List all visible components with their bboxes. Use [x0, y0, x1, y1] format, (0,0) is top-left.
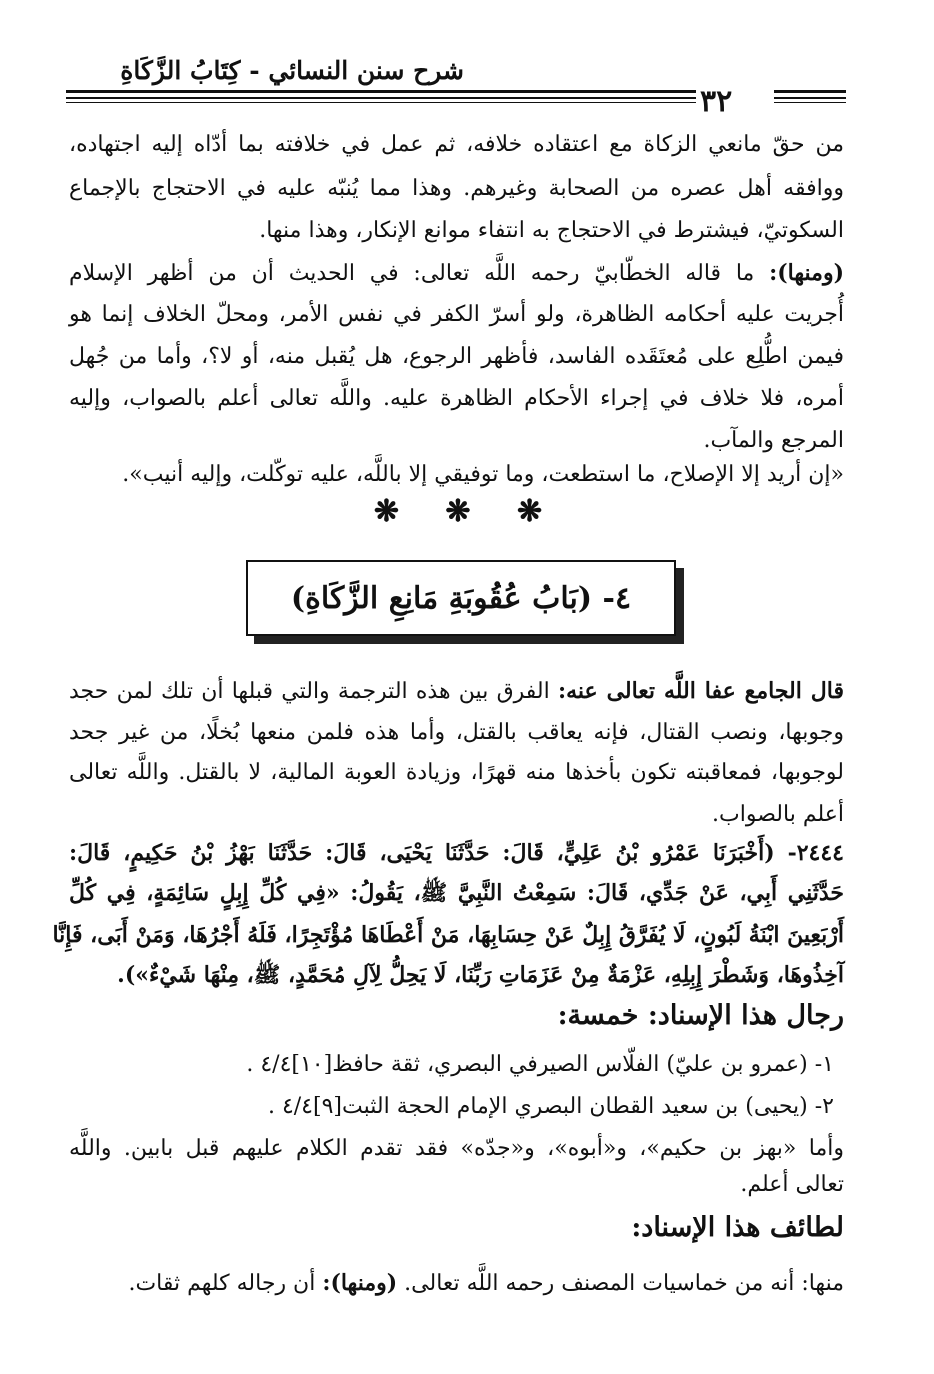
header-rule — [774, 97, 846, 99]
text-line: تعالى أعلم. — [740, 1172, 844, 1197]
text-line: أُجريت عليه أحكامه الظاهرة، ولو أسرّ الكفر في نفس الأمر، ومحلّ الخلاف إنما هو — [69, 302, 844, 327]
text-span: أن رجاله كلهم ثقات. — [128, 1271, 316, 1296]
section-divider-stars: ❋ ❋ ❋ — [373, 494, 561, 529]
text-span: الفرق بين هذه الترجمة والتي قبلها أن تلك لمن حجد — [69, 679, 550, 704]
page-number: ٣٢ — [700, 84, 733, 119]
text-line — [69, 256, 844, 291]
text-line: السكوتيّ، فيشترط في الاحتجاج به انتفاء موانع الإنكار، وهذا منها. — [259, 218, 844, 243]
paragraph-lead: (ومنها): — [769, 260, 844, 286]
quote-line: «إن أريد إلا الإصلاح، ما استطعت، وما توفيقي إلا باللَّه، عليه توكّلت، وإليه أنيب». — [122, 462, 844, 487]
hadith-line: آخِذُوهَا، وَشَطْرَ إِبِلِهِ، عَزْمَةٌ مِنْ عَزَمَاتِ رَبِّنَا، لَا يَحِلُّ لِآلِ مُحَمَّدٍ، ﷺ، مِنْهَا شَيْءٌ»). — [117, 962, 844, 988]
hadith-line: أَرْبَعِينَ ابْنَةُ لَبُونٍ، لَا يُفَرَّقُ إِبِلٌ عَنْ حِسَابِهَا، مَنْ أَعْطَاهَا مُؤْتَجِرًا، فَلَهُ أَجْرُهَا، وَمَنْ أَبَى، فَإِنَّا — [52, 922, 844, 948]
text-line: من حقّ مانعي الزكاة مع اعتقاده خلافه، ثم عمل في خلافته بما أدّاه إليه اجتهاده، — [69, 132, 844, 157]
header-rule — [66, 102, 696, 103]
chapter-title: ٤- (بَابُ عُقُوبَةِ مَانِعِ الزَّكَاةِ) — [290, 580, 632, 616]
running-title: شرح سنن النسائي - كِتَابُ الزَّكَاةِ — [120, 56, 464, 85]
paragraph-lead: قال الجامع عفا اللَّه تعالى عنه: — [557, 678, 844, 704]
narrator-entry: ٢- (يحيى) بن سعيد القطان البصري الإمام الحجة الثبت[٩]٤/٤ . — [267, 1094, 834, 1119]
header-rule — [774, 90, 846, 93]
text-span: ما قاله الخطّابيّ رحمه اللَّه تعالى: في الحديث أن من أظهر الإسلام — [69, 261, 755, 286]
text-line: وأما «بهز بن حكيم»، و«أبوه»، و«جدّه» فقد تقدم الكلام عليهم قبل بابين. واللَّه — [69, 1136, 844, 1161]
header-rule — [66, 90, 696, 93]
text-line: المرجع والمآب. — [703, 428, 844, 453]
subtleties-heading: لطائف هذا الإسناد: — [631, 1212, 844, 1243]
text-line: فيمن اطُّلِع على مُعتَقَده الفاسد، فأظهر الرجوع، هل يُقبل منه، أو لا؟، وأما من جُهل — [69, 344, 844, 369]
text-line: ووافقه أهل عصره من الصحابة وغيرهم. وهذا مما يُنبّه عليه في الاحتجاج بالإجماع — [69, 176, 844, 201]
hadith-line: حَدَّثَنِي أَبِي، عَنْ جَدِّي، قَالَ: سَمِعْتُ النَّبِيَّ ﷺ، يَقُولُ: «فِي كُلِّ إِبِلٍ سَائِمَةٍ، فِي كُلِّ — [69, 880, 844, 906]
paragraph-lead: (ومنها): — [322, 1270, 398, 1296]
header-rule — [774, 102, 846, 103]
narrator-entry: ١- (عمرو بن عليّ) الفلّاس الصيرفي البصري، ثقة حافظ[١٠]٤/٤ . — [246, 1052, 834, 1077]
narrators-heading: رجال هذا الإسناد: خمسة: — [557, 1000, 844, 1031]
text-line — [69, 1266, 844, 1301]
hadith-line: ٢٤٤٤- (أَخْبَرَنَا عَمْرُو بْنُ عَلِيٍّ، قَالَ: حَدَّثَنَا يَحْيَى، قَالَ: حَدَّثَنَا بَهْزُ بْنُ حَكِيمٍ، قَالَ: — [69, 840, 844, 866]
text-span: منها: أنه من خماسيات المصنف رحمه اللَّه تعالى. — [404, 1271, 844, 1296]
chapter-title-box — [246, 560, 676, 636]
text-line: أعلم بالصواب. — [712, 802, 844, 827]
text-line: لوجوبها، فمعاقبته تكون بأخذها منه قهرًا، وزيادة العوبة المالية، لا بالقتل. واللَّه تعالى — [69, 760, 844, 785]
text-line: وجوبها، ونصب القتال، فإنه يعاقب بالقتل، وأما هذه فلمن منعها بُخلًا، من غير جحد — [69, 720, 844, 745]
header-rule — [66, 97, 696, 99]
text-line — [69, 674, 844, 709]
text-line: أمره، فلا خلاف في إجراء الأحكام الظاهرة عليه. واللَّه تعالى أعلم بالصواب، وإليه — [69, 386, 844, 411]
